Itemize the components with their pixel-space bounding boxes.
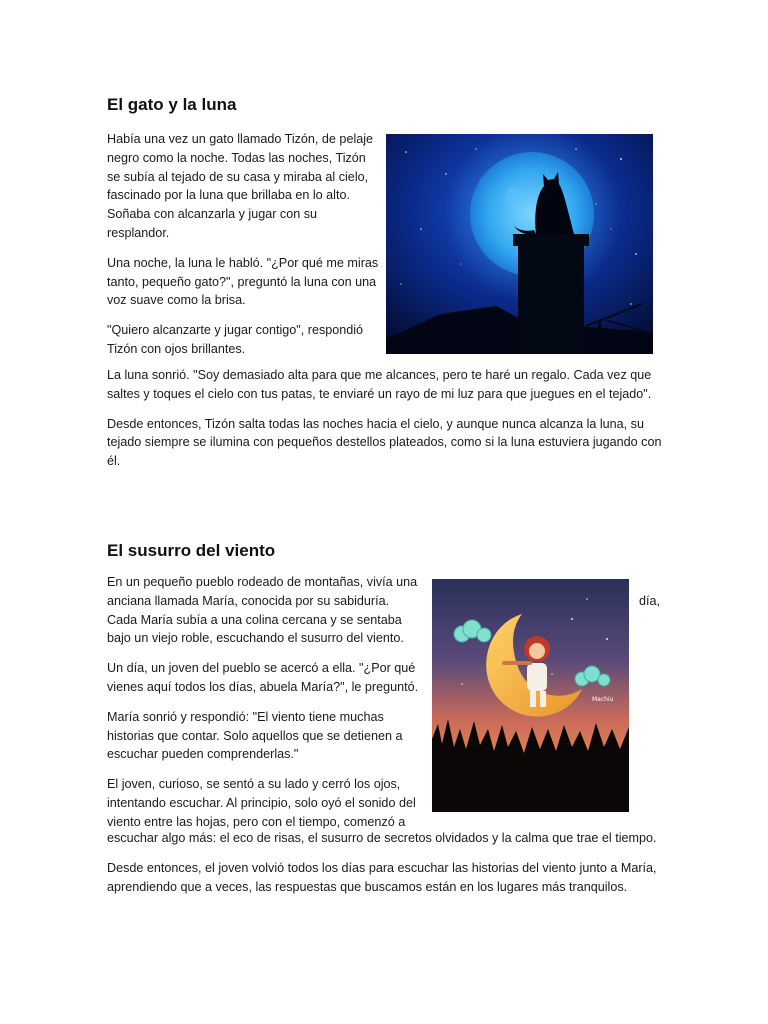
crescent-moon-illustration xyxy=(432,579,629,812)
story2-body-wrap xyxy=(107,573,421,832)
story2-body-full xyxy=(107,829,662,896)
crescent-signature: Machiu xyxy=(592,696,614,703)
story2-paragraph-1 xyxy=(107,573,421,648)
crescent-image xyxy=(432,579,629,812)
story2-title: El susurro del viento xyxy=(107,541,276,560)
story2-paragraph-3: María sonrió y respondió: "El viento tiene muchas historias que contar. Solo aquellos que se detienen a escuchar pueden comprenderlas." xyxy=(107,709,403,762)
story1-paragraph-1: Había una vez un gato llamado Tizón, de pelaje negro como la noche. Todas las noches, Tizón se subía al tejado de su casa y miraba al cielo, fascinado por la luna que brillaba en lo alto. Soñaba con alcanzarla y jugar con su resplandor. xyxy=(107,132,374,240)
story2-paragraph-5: Desde entonces, el joven volvió todos los días para escuchar las historias del viento junto a María, aprendiendo que a veces, las respuestas que buscamos están en los lugares más tranquilos. xyxy=(107,860,657,894)
story1-paragraph-5: Desde entonces, Tizón salta todas las noches hacia el cielo, y aunque nunca alcanza la luna, su tejado siempre se ilumina con pequeños destellos plateados, como si la luna estuviera jugando con él. xyxy=(107,416,662,469)
moon-cat-illustration xyxy=(386,134,653,354)
story2-paragraph-4a: El joven, curioso, se sentó a su lado y cerró los ojos, intentando escuchar. Al principio, solo oyó el sonido del viento entre las hojas, pero con el tiempo, comenzó a xyxy=(107,777,416,829)
story1-paragraph-4: La luna sonrió. "Soy demasiado alta para que me alcances, pero te haré un regalo. Cada vez que saltes y toques el cielo con tus patas, te enviaré un rayo de mi luz para que juegues en el tejado". xyxy=(107,368,652,401)
story2-paragraph-2: Un día, un joven del pueblo se acercó a ella. "¿Por qué vienes aquí todos los días, abuela María?", le preguntó. xyxy=(107,661,419,694)
story1-body-wrap xyxy=(107,130,379,359)
story2-paragraph-1-start: En un pequeño pueblo rodeado de montañas, vivía una anciana llamada María, conocida por su sabiduría. Cada xyxy=(107,575,418,627)
moon-cat-image xyxy=(386,134,653,354)
story2-paragraph-1-trail: día, xyxy=(639,594,661,608)
story2-paragraph-1-rest: María subía a una colina cercana y se sentaba bajo un viejo roble, escuchando el susurro del viento. xyxy=(107,612,404,646)
story1-title: El gato y la luna xyxy=(107,95,237,114)
story1-paragraph-2: Una noche, la luna le habló. "¿Por qué me miras tanto, pequeño gato?", preguntó la luna con una voz suave como la brisa. xyxy=(107,255,379,308)
story1-body-full xyxy=(107,366,662,471)
story1-paragraph-3: "Quiero alcanzarte y jugar contigo", respondió Tizón con ojos brillantes. xyxy=(107,323,364,356)
story2-paragraph-4b: escuchar algo más: el eco de risas, el susurro de secretos olvidados y la calma que trae el tiempo. xyxy=(107,831,657,845)
